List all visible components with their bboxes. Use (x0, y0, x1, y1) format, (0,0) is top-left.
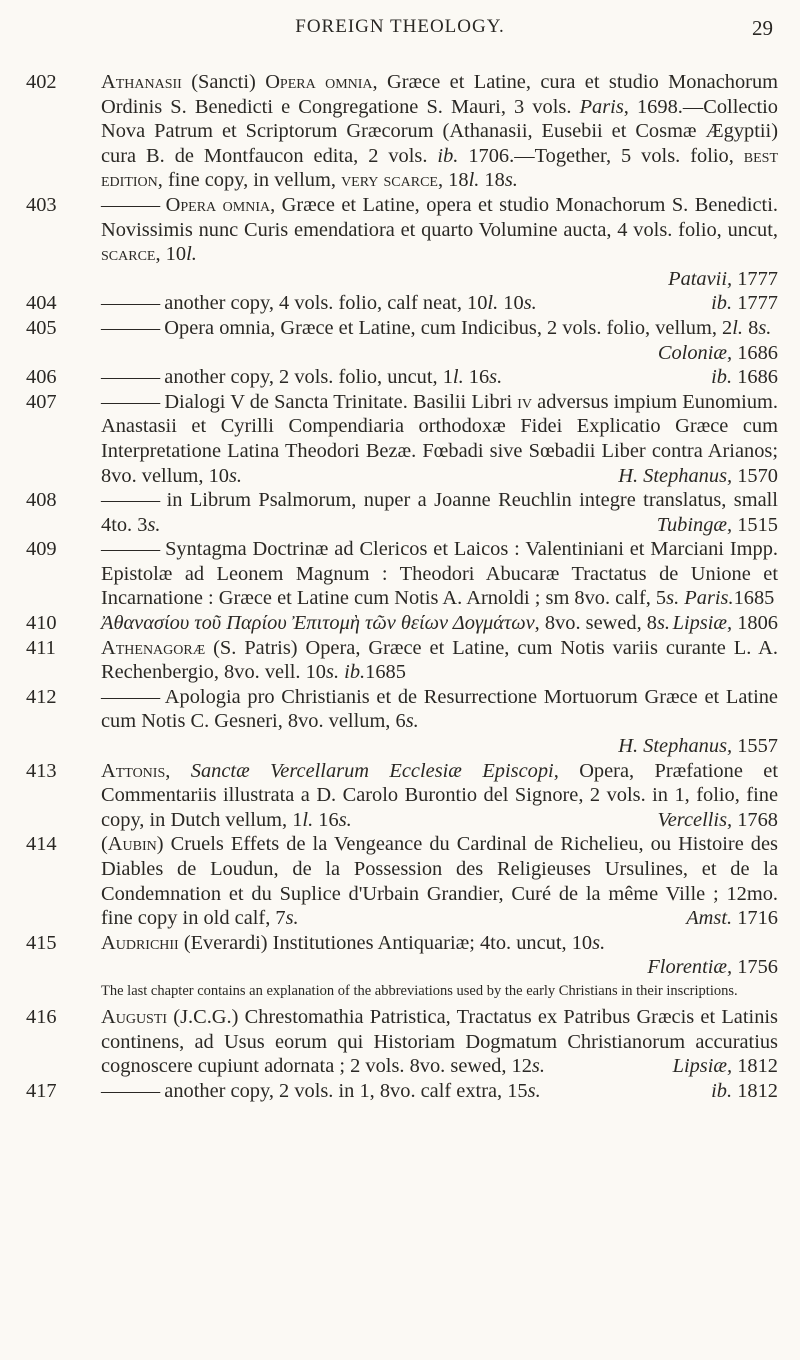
entry-text-segment: s. (657, 612, 671, 635)
entry-imprint (711, 291, 778, 316)
entry-number: 417 (26, 1079, 57, 1102)
entry-text-segment: s. (666, 587, 680, 610)
entry-description (101, 489, 778, 536)
entry-text-segment: s. (338, 808, 352, 831)
entry-text-segment: l. (732, 316, 744, 339)
entry-description (101, 932, 605, 954)
entry-number: 411 (26, 636, 56, 659)
entry-number: 410 (26, 612, 57, 635)
entry-imprint (686, 906, 778, 931)
entry-text-segment: s. (758, 316, 772, 339)
imprint-year: 1686 (737, 366, 778, 389)
imprint-place: Lipsiæ, (672, 612, 733, 635)
entry-text-segment: s. (531, 1055, 545, 1078)
catalogue-entry (26, 537, 778, 611)
entry-text-segment: s. (285, 907, 299, 930)
catalogue-entry (26, 488, 778, 537)
entry-text-segment: (Everardi) Institutiones Antiquariæ; 4to. uncut, 10 (178, 931, 593, 954)
entry-number: 403 (26, 193, 57, 216)
page-number: 29 (752, 16, 773, 40)
imprint-year: 1686 (737, 341, 778, 364)
entry-number: 405 (26, 316, 57, 339)
entry-text-segment: ib. (344, 661, 366, 684)
imprint-place: Coloniæ, (657, 341, 733, 364)
entry-text-segment: Opera omnia (265, 71, 373, 93)
ditto-dash: ——— (101, 1079, 160, 1102)
catalogue-entry (26, 931, 778, 980)
imprint-year: 1557 (737, 735, 778, 758)
catalogue-entry (26, 291, 778, 316)
imprint-place: Lipsiæ, (672, 1055, 733, 1078)
entry-text-segment: Attonis (101, 759, 166, 782)
entry-imprint (673, 611, 778, 636)
catalogue-entry (26, 636, 778, 685)
entry-text-segment: s. (147, 513, 161, 536)
imprint-place: H. Stephanus, (618, 735, 733, 758)
imprint-place: H. Stephanus, (618, 464, 733, 487)
entry-number: 406 (26, 366, 57, 389)
entry-description (101, 1006, 778, 1077)
catalogue-entry (26, 1005, 778, 1079)
imprint-year: 1768 (737, 808, 778, 831)
entry-text-segment: , 10 (155, 243, 187, 266)
entry-text-segment: Paris. (684, 587, 734, 610)
entry-imprint (657, 513, 778, 538)
entry-text-segment: Ἀθανασίου τοῦ Παρίου Ἐπιτομὴ τῶν θείων Δογμάτων (101, 612, 535, 635)
entry-text-segment: another copy, 4 vols. folio, calf neat, 10 (164, 292, 488, 315)
entry-text-segment: Syntagma Doctrinæ ad Clericos et Laicos : Valentiniani et Marciani Impp. Epistolæ ad Leonem Magnum : Theodori Abucaræ Tractatus de Unione et Incarnatione : Græce et Latine cum Notis A. Arnoldi ; sm 8vo. calf, 5 (101, 538, 778, 610)
entry-text-segment: Paris (579, 95, 624, 118)
entry-text-segment: Augusti (101, 1005, 168, 1028)
catalogue-entry (26, 70, 778, 193)
entry-text-segment: , fine copy, in vellum, (157, 169, 342, 192)
entry-text-segment: 1685 (733, 587, 775, 610)
entry-description (101, 391, 778, 487)
entry-description (101, 637, 778, 684)
entry-text-segment: , Græce et Latine, cura et studio Monachorum Ordinis S. Benedicti e Congregatione S. Mauri, 3 vols. (101, 71, 779, 118)
imprint-place: Amst. (686, 907, 733, 930)
entry-text-segment: s. (229, 464, 243, 487)
entry-text-segment: , Opera, Præfatione et Commentariis illustrata a D. Carolo Burontio del Signore, 2 vols. in 1, folio, fine copy, in Dutch vellum, 1 (101, 759, 779, 831)
entry-number: 402 (26, 71, 57, 93)
entry-text-segment: l. (186, 243, 197, 266)
imprint-year: 1716 (737, 907, 778, 930)
entry-text-segment: best edition (101, 144, 779, 192)
entry-text-segment: , (165, 759, 191, 782)
entry-text-segment: Dialogi V de Sancta Trinitate. Basilii Libri (164, 390, 518, 413)
entry-text-segment: s. (405, 710, 419, 733)
entry-text-segment: (Sancti) (181, 71, 266, 93)
entry-text-segment: adversus impium Eunomium. Anastasii et Cyrilli Compendiaria orthodoxæ Fidei Explicatio Græce cum Interpretatione Latina Theodori Bezæ. Fœbadi sive Sœbadii Liber contra Arianos; 8vo. vellum, 10 (101, 390, 778, 487)
catalogue-entry (26, 759, 778, 833)
entry-description (101, 292, 778, 315)
entry-imprint (711, 1079, 778, 1104)
entry-description (101, 612, 778, 635)
catalogue-entry (26, 611, 778, 636)
entry-text-segment: 1706.—Together, 5 vols. folio, (458, 144, 744, 167)
entry-text-segment: (J.C.G.) Chrestomathia Patristica, Tractatus ex Patribus Græcis et Latinis continens, ad Usus eorum qui Historiam Dogmatum Christianorum accuratius cognoscere cupiunt adornata ; 2 vols. 8vo. sewed, 12 (101, 1005, 778, 1078)
imprint-place: ib. (711, 1079, 733, 1102)
entry-text-segment: ( (101, 833, 108, 856)
imprint-place: Florentiæ, (647, 956, 733, 979)
entry-text-segment: ) Cruels Effets de la Vengeance du Cardinal de Richelieu, ou Histoire des Diables de Loudun, de la Possession des Religieuses Ursulines, et de la Condemnation et du Suplice d'Urbain Grandier, Curé de la même Ville ; 12mo. fine copy in old calf, 7 (101, 833, 778, 930)
entry-text-segment: 8 (743, 316, 759, 339)
entry-text-segment: l. (452, 366, 464, 389)
entry-text-segment: l. (487, 292, 499, 315)
entry-text-segment: in Librum Psalmorum, nuper a Joanne Reuchlin integre translatus, small 4to. 3 (101, 489, 778, 536)
imprint-place: Patavii, (668, 267, 733, 290)
imprint-year: 1570 (737, 464, 778, 487)
entry-description (101, 194, 778, 265)
entry-number: 407 (26, 390, 57, 413)
entry-text-segment: Audrichii (101, 931, 179, 954)
entry-text-segment: s. (504, 169, 518, 192)
entry-text-segment: s. (527, 1079, 541, 1102)
entry-number: 409 (26, 538, 57, 561)
catalogue-entry (26, 316, 778, 365)
entry-note: The last chapter contains an explanation of the abbreviations used by the early Christians in their inscriptions. (101, 982, 738, 999)
entry-description (101, 760, 778, 831)
imprint-year: 1777 (737, 292, 778, 315)
ditto-dash: ——— (101, 685, 160, 708)
entry-text-segment: Apologia pro Christianis et de Resurrectione Mortuorum Græce et Latine cum Notis C. Gesneri, 8vo. vellum, 6 (101, 685, 778, 733)
entry-text-segment: another copy, 2 vols. folio, uncut, 1 (164, 366, 453, 389)
entry-text-segment: Athanasii (101, 71, 182, 93)
entry-text-segment: another copy, 2 vols. in 1, 8vo. calf extra, 15 (164, 1079, 528, 1102)
entry-text-segment: 1685 (365, 661, 406, 684)
catalogue-entries (26, 70, 778, 1103)
entry-text-segment: l. (468, 169, 480, 192)
entry-text-segment: Sanctæ Vercellarum Ecclesiæ Episcopi (190, 759, 554, 782)
entry-text-segment: , Græce et Latine, opera et studio Monachorum S. Benedicti. Novissimis nunc Curis emendatiora et quarto Volumine aucta, 4 vols. folio, uncut, (101, 193, 778, 241)
entry-text-segment: 18 (479, 169, 505, 192)
imprint-place: Vercellis, (657, 808, 733, 831)
entry-imprint (673, 1054, 778, 1079)
entry-text-segment: s. (523, 292, 537, 315)
entry-number: 404 (26, 292, 57, 315)
entry-number: 414 (26, 833, 57, 856)
entry-imprint (711, 365, 778, 390)
entry-imprint (618, 464, 778, 489)
ditto-dash: ——— (101, 366, 160, 389)
entry-text-segment: Opera omnia, Græce et Latine, cum Indicibus, 2 vols. folio, vellum, 2 (164, 316, 733, 339)
entry-imprint (101, 955, 778, 980)
entry-text-segment: Opera omnia (165, 193, 271, 216)
entry-number: 416 (26, 1005, 57, 1028)
catalogue-entry (26, 685, 778, 759)
catalogue-entry (26, 1079, 778, 1104)
ditto-dash: ——— (101, 489, 160, 512)
entry-text-segment: ib. (437, 144, 459, 167)
entry-text-segment: , 8vo. sewed, 8 (534, 612, 657, 635)
entry-text-segment: , 1698.—Collectio Nova Patrum et Scriptorum Græcorum (Athanasii, Eusebii et Cosmæ Ægyptii) cura B. de Montfaucon edita, 2 vols. (101, 95, 779, 167)
entry-text-segment: Athenagoræ (101, 636, 206, 659)
entry-imprint (658, 341, 778, 366)
entry-number: 408 (26, 489, 57, 512)
entry-description (101, 686, 778, 733)
entry-text-segment: scarce (101, 243, 156, 266)
entry-text-segment: Aubin (107, 833, 157, 856)
imprint-year: 1806 (737, 612, 778, 635)
catalogue-entry (26, 832, 778, 930)
imprint-year: 1777 (737, 267, 778, 290)
entry-number: 415 (26, 931, 57, 954)
catalogue-entry (26, 390, 778, 488)
ditto-dash: ——— (101, 390, 160, 413)
entry-description (101, 538, 778, 609)
ditto-dash: ——— (101, 193, 160, 216)
entry-description (101, 1079, 778, 1102)
imprint-place: ib. (711, 292, 733, 315)
entry-text-segment: (S. Patris) Opera, Græce et Latine, cum Notis variis curante L. A. Rechenbergio, 8vo. vell. 10 (101, 636, 778, 684)
entry-number: 413 (26, 759, 57, 782)
imprint-year: 1515 (737, 513, 778, 536)
entry-description (101, 366, 778, 389)
entry-description (101, 316, 778, 364)
entry-text-segment: 10 (498, 292, 524, 315)
entry-imprint (101, 734, 778, 759)
entry-text-segment: 16 (463, 366, 490, 389)
imprint-year: 1812 (737, 1055, 778, 1078)
entry-imprint (658, 808, 778, 833)
running-head: FOREIGN THEOLOGY. (295, 16, 505, 37)
entry-text-segment: s. (592, 931, 606, 954)
page-header (0, 16, 800, 46)
imprint-place: Tubingæ, (656, 513, 733, 536)
ditto-dash: ——— (101, 538, 160, 561)
entry-description (101, 833, 778, 929)
ditto-dash: ——— (101, 316, 160, 339)
imprint-place: ib. (711, 366, 733, 389)
entry-imprint (101, 267, 778, 292)
entry-text-segment: s. (326, 661, 340, 684)
entry-text-segment: 16 (313, 808, 339, 831)
catalogue-entry (26, 193, 778, 291)
entry-text-segment: , 18 (437, 169, 469, 192)
imprint-year: 1812 (737, 1079, 778, 1102)
entry-text-segment: iv (517, 390, 533, 413)
entry-text-segment: very scarce (341, 169, 438, 192)
entry-text-segment: l. (302, 808, 314, 831)
entry-text-segment: s. (489, 366, 503, 389)
imprint-year: 1756 (737, 956, 778, 979)
ditto-dash: ——— (101, 292, 160, 315)
entry-number: 412 (26, 685, 57, 708)
catalogue-entry (26, 365, 778, 390)
entry-description (101, 71, 778, 191)
